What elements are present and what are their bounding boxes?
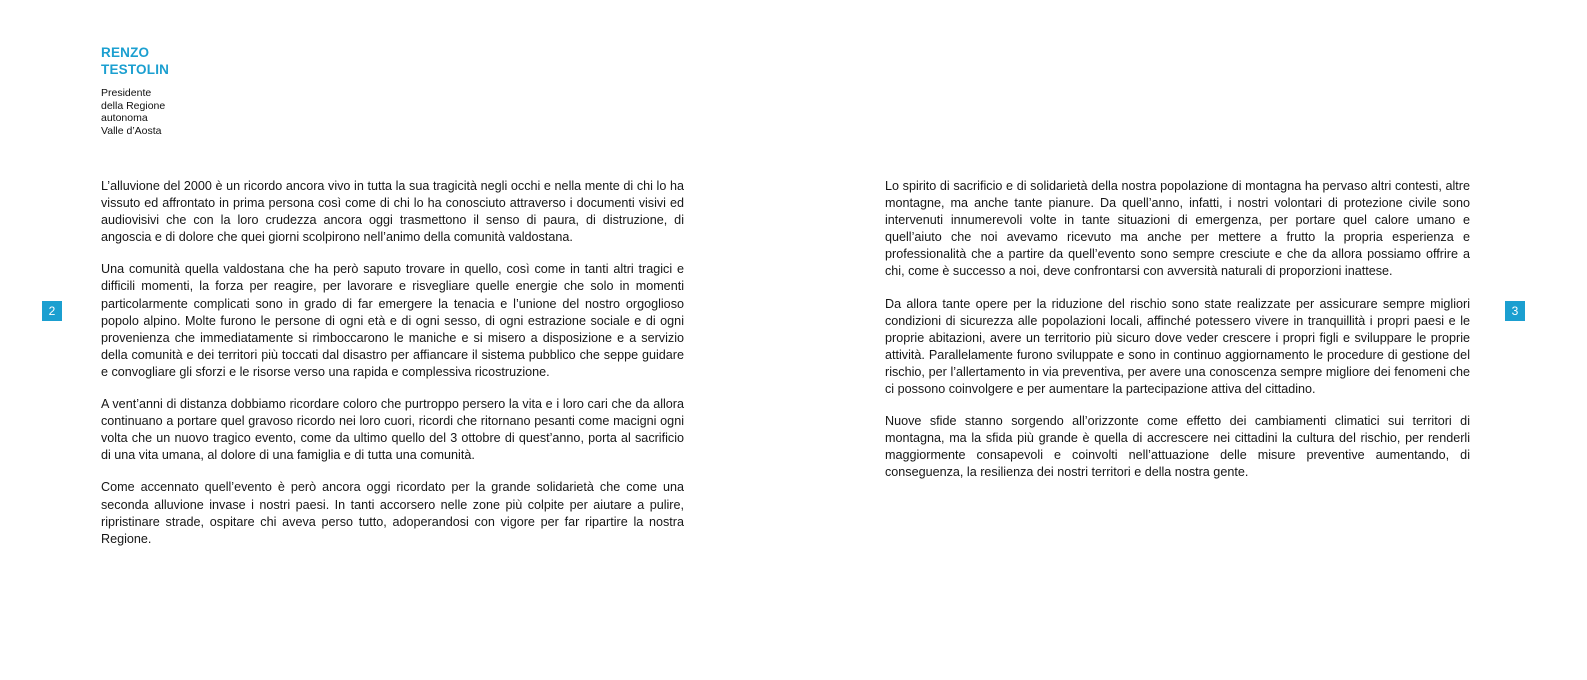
page-number-right: 3 <box>1505 301 1525 321</box>
paragraph: A vent’anni di distanza dobbiamo ricordare coloro che purtroppo persero la vita e i loro cari che da allora continuano a portare quel gravoso ricordo nei loro cuori, ricordi che ritornano pesanti come macigni ogni volta che un nuovo tragico evento, come da ultimo quello del 3 ottobre di quest’anno, porta al sacrificio di una vita umana, al dolore di una famiglia e di tutta una comunità. <box>101 397 684 463</box>
author-role-line-1: Presidente <box>101 87 152 99</box>
author-role-line-4: Valle d’Aosta <box>101 124 162 137</box>
page-number-left: 2 <box>42 301 62 321</box>
author-name-first: RENZO <box>101 45 150 60</box>
right-page-text-column <box>885 178 1470 482</box>
paragraph: Nuove sfide stanno sorgendo all’orizzonte come effetto dei cambiamenti climatici sui territori di montagna, ma la sfida più grande è quella di accrescere nei cittadini la cultura del rischio, per renderli maggiormente consapevoli e coinvolti nell’attuazione delle misure preventive aumentando, di conseguenza, la resilienza dei nostri territori e della nostra gente. <box>885 414 1470 480</box>
author-name <box>101 44 321 78</box>
paragraph: Da allora tante opere per la riduzione del rischio sono state realizzate per assicurare sempre migliori condizioni di sicurezza alle popolazioni locali, affinché potessero vivere in tranquillità i propri paesi e le proprie abitazioni, avere un territorio più sicuro dove veder crescere i propri figli e sviluppare le proprie attività. Parallelamente furono sviluppate e sono in continuo aggiornamento le procedure di gestione del rischio, per l’allertamento in via preventiva, per avere una conoscenza sempre migliore dei fenomeni che ci possono coinvolgere e per aumentare la partecipazione attiva del cittadino. <box>885 296 1470 397</box>
paragraph: L’alluvione del 2000 è un ricordo ancora vivo in tutta la sua tragicità negli occhi e nella mente di chi lo ha vissuto ed affrontato in prima persona così come di chi lo ha conosciuto attraverso i documenti visivi ed audiovisivi che con la loro crudezza ancora oggi trasmettono il senso di paura, di distruzione, di angoscia e di dolore che quei giorni scolpirono nell’animo della comunità valdostana. <box>101 179 684 245</box>
author-role <box>101 87 321 137</box>
author-block <box>101 44 321 137</box>
left-page-text-column <box>101 178 684 548</box>
author-name-last: TESTOLIN <box>101 62 170 77</box>
author-role-line-3: autonoma <box>101 112 148 124</box>
author-role-line-2: della Regione <box>101 99 166 112</box>
paragraph: Lo spirito di sacrificio e di solidarietà della nostra popolazione di montagna ha pervaso altri contesti, altre montagne, ma anche tante pianure. Da quell’anno, infatti, i nostri volontari di protezione civile sono intervenuti innumerevoli volte in tante situazioni di emergenza, per portare quel calore umano e quell’aiuto che noi avevamo ricevuto ma anche per mettere a frutto la propria esperienza e professionalità che a partire da quell’evento sono sempre cresciute e che da allora possiamo offrire a chi, come è successo a noi, deve confrontarsi con avversità naturali di proporzioni inattese. <box>885 179 1470 279</box>
paragraph: Una comunità quella valdostana che ha però saputo trovare in quello, così come in tanti altri tragici e difficili momenti, la forza per reagire, per lavorare e risvegliare quelle energie che solo in momenti particolarmente complicati sono in grado di far emergere la tenacia e l’unione del nostro orgoglioso popolo alpino. Molte furono le persone di ogni età e di ogni sesso, di ogni estrazione sociale e di ogni provenienza che immediatamente si rimboccarono le maniche e si misero a disposizione e a servizio della comunità e dei territori più toccati dal disastro per affiancare il sistema pubblico che seppe guidare e convogliare gli sforzi e le risorse verso una rapida e complessiva ricostruzione. <box>101 262 684 379</box>
paragraph: Come accennato quell’evento è però ancora oggi ricordato per la grande solidarietà che come una seconda alluvione invase i nostri paesi. In tanti accorsero nelle zone più colpite per aiutare a pulire, ripristinare strade, ospitare chi aveva perso tutto, adoperandosi con vigore per far ripartire la nostra Regione. <box>101 480 684 546</box>
